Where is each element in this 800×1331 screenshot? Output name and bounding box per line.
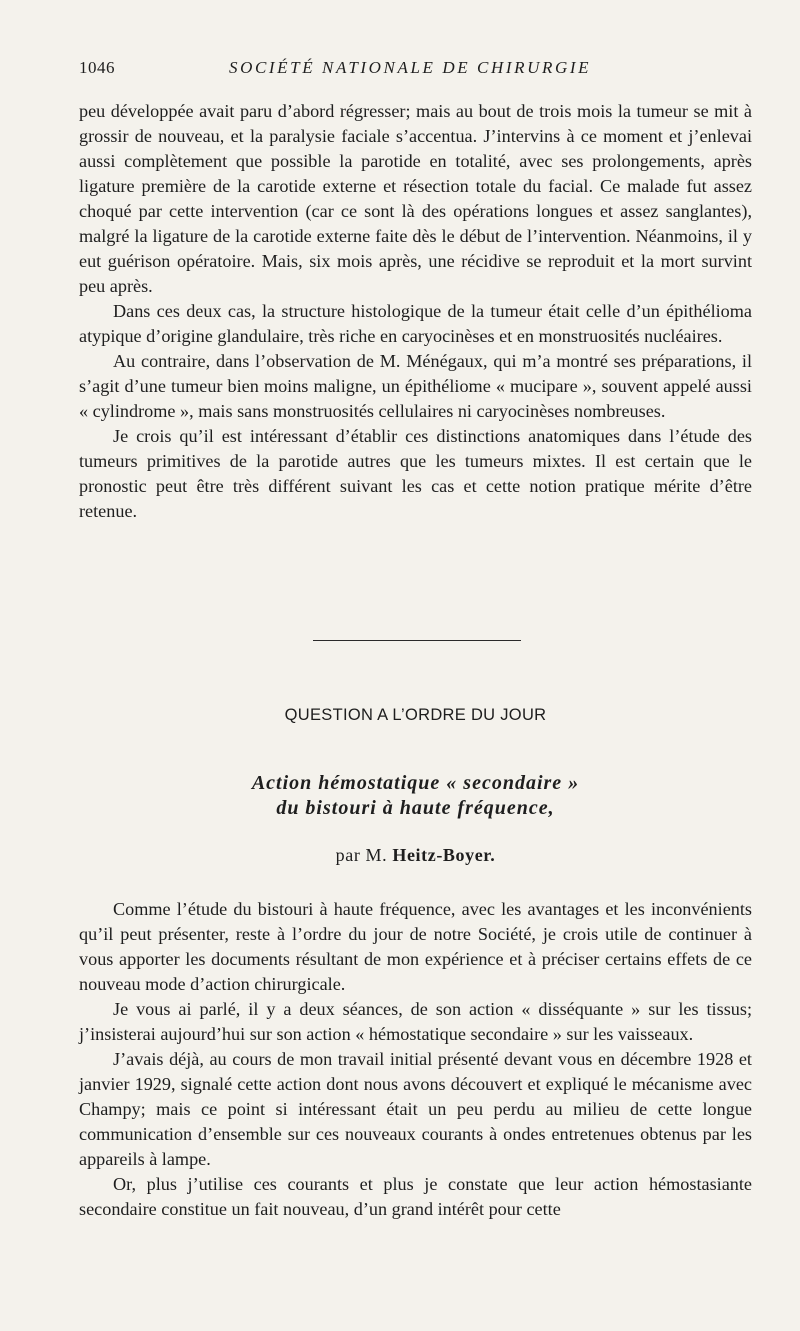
- byline: [79, 845, 752, 866]
- paragraph: J’avais déjà, au cours de mon travail initial présenté devant vous en décembre 1928 et janvier 1929, signalé cette action dont nous avons découvert et expliqué le mécanisme avec Champy; mais ce point si intéressant était un peu perdu au milieu de cette longue communication d’ensemble sur ces nouveaux courants à ondes entretenues obtenus par les appareils à lampe.: [79, 1049, 752, 1169]
- article-title: [79, 771, 752, 821]
- journal-title: SOCIÉTÉ NATIONALE DE CHIRURGIE: [229, 58, 592, 77]
- author-name: Heitz-Boyer.: [392, 845, 496, 865]
- section-divider: [313, 640, 521, 641]
- section-heading: QUESTION A L’ORDRE DU JOUR: [284, 706, 547, 724]
- paragraph: Au contraire, dans l’observation de M. Ménégaux, qui m’a montré ses préparations, il s’agit d’une tumeur bien moins maligne, un épithéliome « mucipare », souvent appelé aussi « cylindrome », mais sans monstruosités cellulaires ni caryocinèses nombreuses.: [79, 351, 752, 421]
- byline-prefix: par M.: [335, 845, 388, 865]
- article-title-line: Action hémostatique « secondaire »: [251, 772, 580, 794]
- paragraph: Or, plus j’utilise ces courants et plus je constate que leur action hémostasiante secondaire constitue un fait nouveau, d’un grand intérêt pour cette: [79, 1174, 752, 1219]
- paragraph: Je vous ai parlé, il y a deux séances, de son action « disséquante » sur les tissus; j’insisterai aujourd’hui sur son action « hémostatique secondaire » sur les vaisseaux.: [79, 999, 752, 1044]
- article-body: [79, 897, 752, 1222]
- page-number: 1046: [79, 58, 115, 77]
- paragraph: Dans ces deux cas, la structure histologique de la tumeur était celle d’un épithélioma atypique d’origine glandulaire, très riche en caryocinèses et en monstruosités nucléaires.: [79, 301, 752, 346]
- previous-article-text: [79, 99, 752, 524]
- paragraph: peu développée avait paru d’abord régresser; mais au bout de trois mois la tumeur se mit à grossir de nouveau, et la paralysie faciale s’accentua. J’intervins à ce moment et j’enlevai aussi complètement que possible la parotide en totalité, avec ses prolongements, après ligature première de la carotide externe et résection totale du facial. Ce malade fut assez choqué par cette intervention (car ce sont là des opérations longues et assez sanglantes), malgré la ligature de la carotide externe faite dès le début de l’intervention. Néanmoins, il y eut guérison opératoire. Mais, six mois après, une récidive se reproduit et la mort survint peu après.: [79, 101, 752, 296]
- paragraph: Comme l’étude du bistouri à haute fréquence, avec les avantages et les inconvénients qu’il peut présenter, reste à l’ordre du jour de notre Société, je crois utile de continuer à vous apporter les documents résultant de mon expérience et à préciser certains effets de ce nouveau mode d’action chirurgicale.: [79, 899, 752, 994]
- paragraph: Je crois qu’il est intéressant d’établir ces distinctions anatomiques dans l’étude des tumeurs primitives de la parotide autres que les tumeurs mixtes. Il est certain que le pronostic peut être très différent suivant les cas et cette notion pratique mérite d’être retenue.: [79, 426, 752, 521]
- article-title-line: du bistouri à haute fréquence,: [276, 797, 555, 819]
- running-header: [79, 58, 752, 82]
